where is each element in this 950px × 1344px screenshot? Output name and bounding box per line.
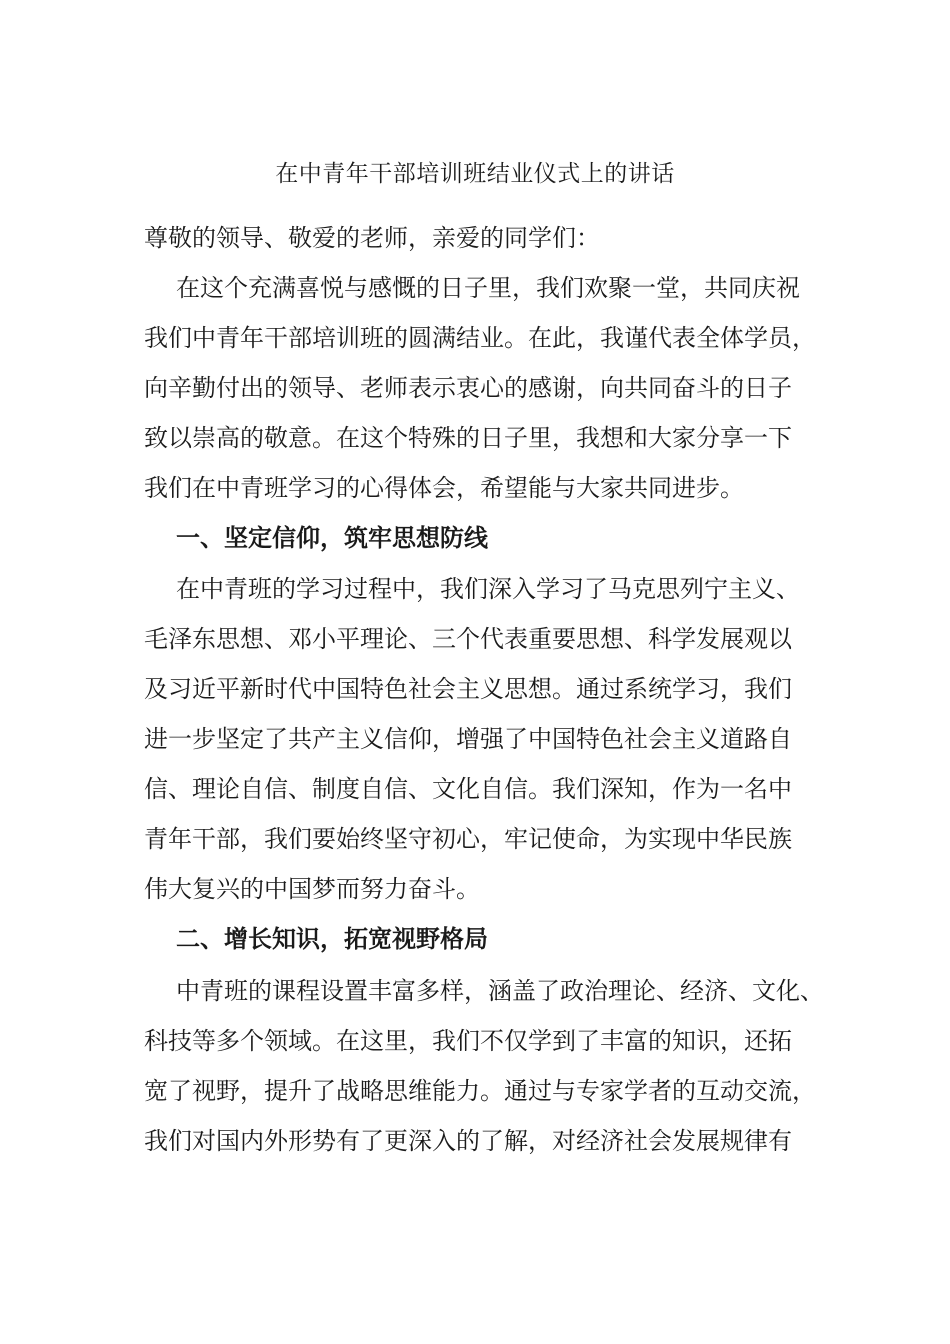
paragraph-line: 伟大复兴的中国梦而努力奋斗。 (144, 875, 480, 903)
paragraph-line: 在中青班的学习过程中，我们深入学习了马克思列宁主义、 (176, 575, 800, 603)
section-heading-1: 一、坚定信仰，筑牢思想防线 (176, 524, 488, 552)
paragraph-line: 及习近平新时代中国特色社会主义思想。通过系统学习，我们 (144, 675, 792, 703)
paragraph-line: 中青班的课程设置丰富多样，涵盖了政治理论、经济、文化、 (176, 977, 824, 1005)
paragraph-line: 我们中青年干部培训班的圆满结业。在此，我谨代表全体学员， (144, 324, 816, 352)
section-heading-2: 二、增长知识，拓宽视野格局 (176, 925, 488, 953)
paragraph-line: 青年干部，我们要始终坚守初心，牢记使命，为实现中华民族 (144, 825, 792, 853)
paragraph-line: 我们对国内外形势有了更深入的了解，对经济社会发展规律有 (144, 1127, 792, 1155)
document-title: 在中青年干部培训班结业仪式上的讲话 (275, 161, 675, 187)
paragraph-line: 在这个充满喜悦与感慨的日子里，我们欢聚一堂，共同庆祝 (176, 274, 800, 302)
paragraph-line: 毛泽东思想、邓小平理论、三个代表重要思想、科学发展观以 (144, 625, 792, 653)
paragraph-line: 进一步坚定了共产主义信仰，增强了中国特色社会主义道路自 (144, 725, 792, 753)
paragraph-line: 科技等多个领域。在这里，我们不仅学到了丰富的知识，还拓 (144, 1027, 792, 1055)
paragraph-line: 致以崇高的敬意。在这个特殊的日子里，我想和大家分享一下 (144, 424, 792, 452)
paragraph-line: 向辛勤付出的领导、老师表示衷心的感谢，向共同奋斗的日子 (144, 374, 792, 402)
salutation: 尊敬的领导、敬爱的老师，亲爱的同学们： (144, 224, 600, 252)
paragraph-line: 宽了视野，提升了战略思维能力。通过与专家学者的互动交流， (144, 1077, 816, 1105)
paragraph-line: 信、理论自信、制度自信、文化自信。我们深知，作为一名中 (144, 775, 792, 803)
paragraph-line: 我们在中青班学习的心得体会，希望能与大家共同进步。 (144, 474, 744, 502)
